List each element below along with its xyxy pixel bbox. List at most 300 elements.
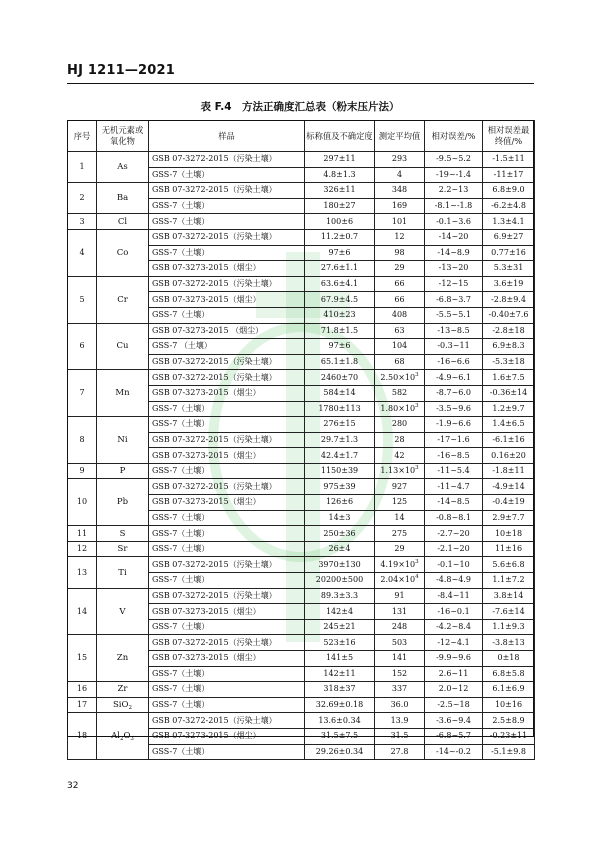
measured-mean-cell	[375, 448, 425, 464]
measured-mean-value: 66	[394, 279, 405, 289]
sample-cell: GSB 07-3273-2015（烟尘）	[149, 292, 305, 308]
element-cell	[97, 152, 149, 183]
measured-mean-cell	[375, 479, 425, 495]
sample-cell: GSS-7（土壤）	[149, 214, 305, 230]
sample-cell: GSS-7（土壤）	[149, 417, 305, 433]
relative-error-cell: -6.8~3.7	[425, 292, 483, 308]
relative-error-cell: -0.1~10	[425, 557, 483, 573]
element-cell	[97, 557, 149, 588]
final-error-cell: 11±16	[483, 541, 535, 557]
sample-cell: GSB 07-3273-2015（烟尘）	[149, 385, 305, 401]
final-error-cell: 6.8±5.8	[483, 666, 535, 682]
measured-mean-value: 68	[394, 357, 405, 367]
element-symbol: As	[117, 162, 128, 173]
final-error-cell: -7.6±14	[483, 604, 535, 620]
final-error-cell: 2.9±7.7	[483, 510, 535, 526]
measured-mean-cell	[375, 619, 425, 635]
certified-value-cell: 180±27	[305, 198, 375, 214]
element-subscript: 2	[128, 705, 132, 712]
sample-cell: GSS-7（土壤）	[149, 307, 305, 323]
relative-error-cell: -14~8.5	[425, 495, 483, 511]
certified-value-cell: 26±4	[305, 541, 375, 557]
measured-mean-value: 4.19×10	[380, 559, 416, 569]
final-error-cell: 10±16	[483, 697, 535, 713]
final-error-cell: -1.8±11	[483, 463, 535, 479]
sample-cell: GSS-7（土壤）	[149, 682, 305, 698]
measured-mean-value: 152	[391, 668, 408, 678]
sample-cell: GSB 07-3272-2015（污染土壤）	[149, 479, 305, 495]
measured-mean-value: 42	[394, 450, 405, 460]
final-error-cell: 6.9±27	[483, 229, 535, 245]
measured-mean-cell	[375, 510, 425, 526]
table-header-row	[68, 121, 535, 152]
sample-cell: GSS-7（土壤）	[149, 697, 305, 713]
final-error-cell: 0.16±20	[483, 448, 535, 464]
measured-mean-cell	[375, 682, 425, 698]
seq-cell: 2	[68, 183, 97, 214]
sample-cell: GSB 07-3272-2015（污染土壤）	[149, 588, 305, 604]
element-cell	[97, 183, 149, 214]
measured-mean-cell	[375, 635, 425, 651]
certified-value-cell: 63.6±4.1	[305, 276, 375, 292]
relative-error-cell: -2.1~20	[425, 541, 483, 557]
seq-cell: 6	[68, 323, 97, 370]
certified-value-cell: 97±6	[305, 339, 375, 355]
certified-value-cell: 42.4±1.7	[305, 448, 375, 464]
measured-mean-cell	[375, 276, 425, 292]
table-body	[68, 152, 535, 760]
element-symbol: P	[119, 466, 126, 477]
certified-value-cell: 326±11	[305, 183, 375, 199]
col-header-element: 无机元素或氧化物	[97, 121, 149, 152]
element-cell	[97, 526, 149, 542]
relative-error-cell: -14~8.9	[425, 245, 483, 261]
col-header-measured: 测定平均值	[375, 121, 425, 152]
measured-mean-cell	[375, 432, 425, 448]
certified-value-cell: 13.6±0.34	[305, 713, 375, 729]
sample-cell: GSS-7（土壤）	[149, 463, 305, 479]
measured-mean-value: 169	[391, 201, 408, 211]
sample-cell: GSB 07-3272-2015（污染土壤）	[149, 713, 305, 729]
element-cell	[97, 479, 149, 526]
measured-mean-value: 91	[394, 590, 405, 600]
measured-mean-cell	[375, 744, 425, 760]
measured-mean-value: 31.5	[390, 731, 409, 741]
table-row	[68, 557, 535, 573]
relative-error-cell: -4.2~8.4	[425, 619, 483, 635]
measured-mean-cell	[375, 370, 425, 386]
col-header-seq: 序号	[68, 121, 97, 152]
table-row	[68, 463, 535, 479]
measured-mean-cell	[375, 152, 425, 168]
measured-mean-cell	[375, 604, 425, 620]
final-error-cell: -1.5±11	[483, 152, 535, 168]
measured-mean-cell	[375, 557, 425, 573]
measured-mean-value: 337	[391, 684, 408, 694]
measured-mean-value: 2.04×10	[380, 575, 416, 585]
table-row	[68, 183, 535, 199]
sample-cell: GSS-7（土壤）	[149, 744, 305, 760]
measured-mean-value: 280	[391, 419, 408, 429]
standard-code-header: HJ 1211—2021	[67, 63, 176, 78]
measured-mean-value: 101	[391, 216, 408, 226]
seq-cell: 7	[68, 370, 97, 417]
certified-value-cell: 27.6±1.1	[305, 261, 375, 277]
sample-cell: GSB 07-3272-2015（污染土壤）	[149, 557, 305, 573]
final-error-cell: -3.8±13	[483, 635, 535, 651]
certified-value-cell: 142±4	[305, 604, 375, 620]
seq-cell: 1	[68, 152, 97, 183]
element-cell	[97, 635, 149, 682]
certified-value-cell: 11.2±0.7	[305, 229, 375, 245]
measured-mean-value: 927	[391, 481, 408, 491]
relative-error-cell: -6.8~5.7	[425, 728, 483, 744]
sample-cell: GSB 07-3273-2015 （烟尘）	[149, 323, 305, 339]
relative-error-cell: -16~6.6	[425, 354, 483, 370]
element-cell	[97, 588, 149, 635]
measured-mean-value: 13.9	[390, 715, 409, 725]
final-error-cell: 3.8±14	[483, 588, 535, 604]
certified-value-cell: 250±36	[305, 526, 375, 542]
table-row	[68, 635, 535, 651]
measured-mean-value: 141	[391, 653, 408, 663]
element-subscript: 2	[119, 736, 124, 743]
table-row	[68, 697, 535, 713]
measured-mean-cell	[375, 651, 425, 667]
final-error-cell: 5.3±31	[483, 261, 535, 277]
measured-mean-value: 131	[391, 606, 408, 616]
sample-cell: GSS-7（土壤）	[149, 526, 305, 542]
measured-mean-value: 348	[391, 185, 408, 195]
final-error-cell: -11±17	[483, 167, 535, 183]
relative-error-cell: -16~8.5	[425, 448, 483, 464]
certified-value-cell: 523±16	[305, 635, 375, 651]
table-row	[68, 229, 535, 245]
measured-mean-cell	[375, 214, 425, 230]
final-error-cell: -6.2±4.8	[483, 198, 535, 214]
element-symbol: SiO	[112, 700, 129, 711]
element-symbol: Cu	[116, 341, 129, 352]
measured-mean-cell	[375, 198, 425, 214]
certified-value-cell: 20200±500	[305, 573, 375, 589]
final-error-cell: -0.23±11	[483, 728, 535, 744]
final-error-cell: 0±18	[483, 651, 535, 667]
sample-cell: GSB 07-3273-2015（烟尘）	[149, 495, 305, 511]
element-cell	[97, 682, 149, 698]
final-error-cell: 3.6±19	[483, 276, 535, 292]
element-symbol: Cr	[117, 294, 128, 305]
measured-mean-value: 1.80×10	[380, 403, 416, 413]
final-error-cell: 2.5±8.9	[483, 713, 535, 729]
seq-cell: 8	[68, 417, 97, 464]
seq-cell: 18	[68, 713, 97, 760]
measured-mean-exponent: 3	[415, 371, 419, 378]
col-header-rel-error: 相对误差/%	[425, 121, 483, 152]
element-symbol: Pb	[116, 497, 129, 508]
table-row	[68, 370, 535, 386]
certified-value-cell: 1780±113	[305, 401, 375, 417]
element-symbol: Ti	[118, 567, 127, 578]
table-row	[68, 214, 535, 230]
final-error-cell: -0.4±19	[483, 495, 535, 511]
element-symbol: Ba	[116, 193, 129, 204]
measured-mean-value: 248	[391, 622, 408, 632]
header-rule	[67, 83, 534, 84]
seq-cell: 16	[68, 682, 97, 698]
relative-error-cell: -1.9~6.6	[425, 417, 483, 433]
relative-error-cell: -0.1~3.6	[425, 214, 483, 230]
relative-error-cell: -11~4.7	[425, 479, 483, 495]
element-symbol: Mn	[115, 388, 130, 399]
certified-value-cell: 89.3±3.3	[305, 588, 375, 604]
final-error-cell: -2.8±9.4	[483, 292, 535, 308]
final-error-cell: 6.9±8.3	[483, 339, 535, 355]
sample-cell: GSS-7（土壤）	[149, 541, 305, 557]
certified-value-cell: 975±39	[305, 479, 375, 495]
accuracy-table	[67, 120, 535, 760]
final-error-cell: 5.6±6.8	[483, 557, 535, 573]
final-error-cell: 6.8±9.0	[483, 183, 535, 199]
measured-mean-exponent: 3	[415, 402, 419, 409]
measured-mean-cell	[375, 323, 425, 339]
final-error-cell: 0.77±16	[483, 245, 535, 261]
sample-cell: GSB 07-3272-2015（污染土壤）	[149, 152, 305, 168]
certified-value-cell: 318±37	[305, 682, 375, 698]
measured-mean-cell	[375, 245, 425, 261]
measured-mean-cell	[375, 526, 425, 542]
seq-cell: 13	[68, 557, 97, 588]
certified-value-cell: 142±11	[305, 666, 375, 682]
measured-mean-cell	[375, 666, 425, 682]
relative-error-cell: -9.9~9.6	[425, 651, 483, 667]
element-cell	[97, 417, 149, 464]
certified-value-cell: 2460±70	[305, 370, 375, 386]
final-error-cell: -6.1±16	[483, 432, 535, 448]
final-error-cell: -4.9±14	[483, 479, 535, 495]
relative-error-cell: -8.7~6.0	[425, 385, 483, 401]
certified-value-cell: 32.69±0.18	[305, 697, 375, 713]
certified-value-cell: 126±6	[305, 495, 375, 511]
sample-cell: GSS-7（土壤）	[149, 401, 305, 417]
relative-error-cell: -3.6~9.4	[425, 713, 483, 729]
measured-mean-value: 125	[391, 497, 408, 507]
measured-mean-value: 98	[394, 247, 405, 257]
measured-mean-cell	[375, 229, 425, 245]
measured-mean-value: 66	[394, 294, 405, 304]
sample-cell: GSB 07-3272-2015（污染土壤）	[149, 229, 305, 245]
seq-cell: 12	[68, 541, 97, 557]
measured-mean-value: 29	[394, 544, 405, 554]
sample-cell: GSB 07-3273-2015（烟尘）	[149, 728, 305, 744]
measured-mean-value: 582	[391, 388, 408, 398]
table-row	[68, 713, 535, 729]
table-row	[68, 276, 535, 292]
final-error-cell: -0.40±7.6	[483, 307, 535, 323]
sample-cell: GSS-7（土壤）	[149, 198, 305, 214]
measured-mean-value: 28	[394, 434, 405, 444]
element-cell	[97, 229, 149, 276]
element-symbol: Zr	[117, 684, 128, 695]
measured-mean-cell	[375, 183, 425, 199]
certified-value-cell: 4.8±1.3	[305, 167, 375, 183]
table-row	[68, 323, 535, 339]
sample-cell: GSS-7（土壤）	[149, 245, 305, 261]
certified-value-cell: 245±21	[305, 619, 375, 635]
table-row	[68, 541, 535, 557]
element-cell	[97, 463, 149, 479]
measured-mean-value: 2.50×10	[380, 372, 416, 382]
certified-value-cell: 141±5	[305, 651, 375, 667]
certified-value-cell: 276±15	[305, 417, 375, 433]
certified-value-cell: 100±6	[305, 214, 375, 230]
relative-error-cell: -2.7~20	[425, 526, 483, 542]
relative-error-cell: -3.5~9.6	[425, 401, 483, 417]
final-error-cell: 6.1±6.9	[483, 682, 535, 698]
col-header-certified: 标称值及不确定度	[305, 121, 375, 152]
sample-cell: GSB 07-3273-2015（烟尘）	[149, 651, 305, 667]
sample-cell: GSS-7（土壤）	[149, 510, 305, 526]
seq-cell: 11	[68, 526, 97, 542]
certified-value-cell: 97±6	[305, 245, 375, 261]
sample-cell: GSS-7（土壤）	[149, 666, 305, 682]
relative-error-cell: -14~-0.2	[425, 744, 483, 760]
seq-cell: 5	[68, 276, 97, 323]
measured-mean-cell	[375, 339, 425, 355]
measured-mean-exponent: 4	[415, 574, 419, 581]
final-error-cell: 1.4±6.5	[483, 417, 535, 433]
measured-mean-cell	[375, 588, 425, 604]
element-symbol-tail: O	[123, 731, 131, 742]
sample-cell: GSB 07-3272-2015（污染土壤）	[149, 354, 305, 370]
measured-mean-exponent: 3	[415, 558, 419, 565]
measured-mean-cell	[375, 697, 425, 713]
table-row	[68, 417, 535, 433]
final-error-cell: -2.8±18	[483, 323, 535, 339]
measured-mean-cell	[375, 292, 425, 308]
element-symbol: Sr	[117, 544, 128, 555]
element-symbol: Ni	[117, 434, 128, 445]
element-cell	[97, 713, 149, 760]
sample-cell: GSS-7（土壤）	[149, 573, 305, 589]
seq-cell: 9	[68, 463, 97, 479]
certified-value-cell: 584±14	[305, 385, 375, 401]
relative-error-cell: -0.3~11	[425, 339, 483, 355]
element-cell	[97, 541, 149, 557]
measured-mean-cell	[375, 261, 425, 277]
certified-value-cell: 65.1±1.8	[305, 354, 375, 370]
element-cell	[97, 214, 149, 230]
measured-mean-value: 408	[391, 310, 408, 320]
table-row	[68, 152, 535, 168]
table-row	[68, 479, 535, 495]
relative-error-cell: -12~15	[425, 276, 483, 292]
relative-error-cell: -16~0.1	[425, 604, 483, 620]
measured-mean-value: 12	[394, 232, 405, 242]
measured-mean-cell	[375, 385, 425, 401]
measured-mean-value: 29	[394, 263, 405, 273]
seq-cell: 10	[68, 479, 97, 526]
certified-value-cell: 67.9±4.5	[305, 292, 375, 308]
measured-mean-cell	[375, 167, 425, 183]
relative-error-cell: -4.9~6.1	[425, 370, 483, 386]
measured-mean-cell	[375, 401, 425, 417]
col-header-final: 相对误差最终值/%	[483, 121, 535, 152]
measured-mean-value: 36.0	[390, 700, 409, 710]
table-row	[68, 526, 535, 542]
element-symbol: S	[119, 528, 126, 539]
sample-cell: GSS-7（土壤）	[149, 167, 305, 183]
certified-value-cell: 31.5±7.5	[305, 728, 375, 744]
final-error-cell: -5.3±18	[483, 354, 535, 370]
final-error-cell: 10±18	[483, 526, 535, 542]
sample-cell: GSS-7 （土壤）	[149, 339, 305, 355]
col-header-sample: 样品	[149, 121, 305, 152]
element-symbol: Al	[111, 731, 120, 742]
sample-cell: GSB 07-3273-2015（烟尘）	[149, 448, 305, 464]
certified-value-cell: 1150±39	[305, 463, 375, 479]
certified-value-cell: 14±3	[305, 510, 375, 526]
measured-mean-value: 14	[394, 512, 405, 522]
measured-mean-cell	[375, 728, 425, 744]
certified-value-cell: 71.8±1.5	[305, 323, 375, 339]
measured-mean-cell	[375, 573, 425, 589]
final-error-cell: -0.36±14	[483, 385, 535, 401]
element-cell	[97, 323, 149, 370]
measured-mean-value: 503	[391, 637, 408, 647]
sample-cell: GSB 07-3273-2015（烟尘）	[149, 604, 305, 620]
sample-cell: GSB 07-3272-2015（污染土壤）	[149, 276, 305, 292]
relative-error-cell: -8.4~11	[425, 588, 483, 604]
measured-mean-cell	[375, 541, 425, 557]
relative-error-cell: -4.8~4.9	[425, 573, 483, 589]
table-row	[68, 682, 535, 698]
relative-error-cell: -13~8.5	[425, 323, 483, 339]
relative-error-cell: -2.5~18	[425, 697, 483, 713]
element-symbol: Zn	[116, 653, 129, 664]
seq-cell: 14	[68, 588, 97, 635]
final-error-cell: 1.2±9.7	[483, 401, 535, 417]
relative-error-cell: 2.2~13	[425, 183, 483, 199]
measured-mean-value: 1.13×10	[380, 466, 416, 476]
certified-value-cell: 3970±130	[305, 557, 375, 573]
final-error-cell: 1.3±4.1	[483, 214, 535, 230]
measured-mean-value: 293	[391, 154, 408, 164]
element-symbol: Co	[116, 247, 129, 258]
sample-cell: GSB 07-3273-2015（烟尘）	[149, 261, 305, 277]
certified-value-cell: 29.7±1.3	[305, 432, 375, 448]
sample-cell: GSB 07-3272-2015（污染土壤）	[149, 635, 305, 651]
element-cell	[97, 370, 149, 417]
element-cell	[97, 697, 149, 713]
measured-mean-cell	[375, 354, 425, 370]
sample-cell: GSB 07-3272-2015（污染土壤）	[149, 370, 305, 386]
measured-mean-exponent: 3	[415, 465, 419, 472]
seq-cell: 4	[68, 229, 97, 276]
relative-error-cell: 2.0~12	[425, 682, 483, 698]
element-cell	[97, 276, 149, 323]
table-row	[68, 588, 535, 604]
relative-error-cell: -9.5~5.2	[425, 152, 483, 168]
measured-mean-value: 275	[391, 528, 408, 538]
final-error-cell: 1.6±7.5	[483, 370, 535, 386]
final-error-cell: -5.1±9.8	[483, 744, 535, 760]
measured-mean-cell	[375, 463, 425, 479]
measured-mean-cell	[375, 713, 425, 729]
relative-error-cell: 2.6~11	[425, 666, 483, 682]
measured-mean-cell	[375, 495, 425, 511]
relative-error-cell: -17~1.6	[425, 432, 483, 448]
certified-value-cell: 29.26±0.34	[305, 744, 375, 760]
